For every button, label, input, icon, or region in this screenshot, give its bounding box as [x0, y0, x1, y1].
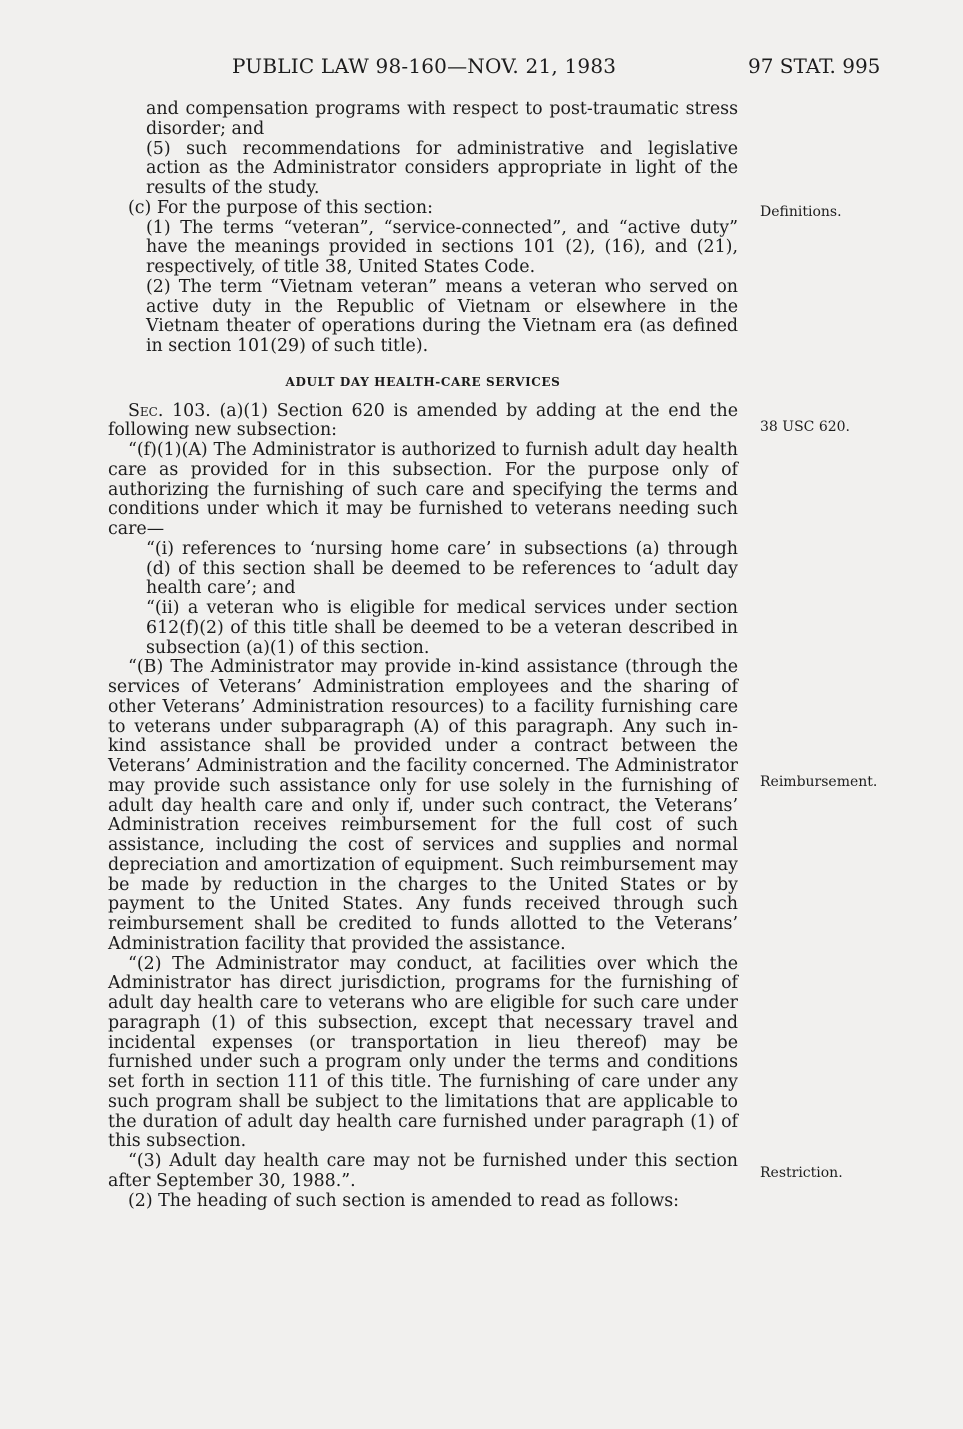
margin-note-usc: 38 USC 620.: [760, 419, 850, 435]
margin-note-definitions: Definitions.: [760, 204, 842, 220]
section-103-intro: [108, 402, 738, 442]
paragraph: (2) The term “Vietnam veteran” means a veteran who served on active duty in the Republic of Vietnam or elsewhere in the Vietnam theater of operations during the Vietnam era (as defined in section 101(29) of such title).: [146, 276, 738, 356]
paragraph-c-intro: (c) For the purpose of this section:: [128, 197, 433, 218]
body-text: [108, 100, 738, 1211]
paragraph: (5) such recommendations for administrative and legislative action as the Administrator considers appropriate in light of the results of the study.: [146, 138, 738, 198]
paragraph: (1) The terms “veteran”, “service-connected”, and “active duty” have the meanings provided in sections 101 (2), (16), and (21), respectively, of title 38, United States Code.: [146, 217, 738, 277]
margin-note-restriction: Restriction.: [760, 1165, 843, 1181]
page-header: [0, 54, 963, 84]
paragraph: “(2) The Administrator may conduct, at facilities over which the Administrator has direct jurisdiction, programs for the furnishing of adult day health care to veterans who are eligible for such care under paragraph (1) of this subsection, except that necessary travel and incidental expenses (or transportation in lieu thereof) may be furnished under such a program only under the terms and conditions set forth in section 111 of this title. The furnishing of care under any such program shall be subject to the limitations that are applicable to the duration of adult day health care furnished under paragraph (1) of this subsection.: [108, 953, 738, 1152]
paragraph: and compensation programs with respect to post-traumatic stress disorder; and: [146, 99, 738, 139]
paragraph: “(f)(1)(A) The Administrator is authorized to furnish adult day health care as provided for in this subsection. For the purpose only of authorizing the furnishing of such care and specifying the terms and conditions under which it may be furnished to veterans needing such care—: [108, 440, 738, 539]
paragraph: “(i) references to ‘nursing home care’ in subsections (a) through (d) of this section shall be deemed to be references to ‘adult day health care’; and: [146, 538, 738, 599]
section-heading: ADULT DAY HEALTH-CARE SERVICES: [285, 374, 561, 389]
public-law-title: PUBLIC LAW 98-160—NOV. 21, 1983: [232, 54, 617, 78]
sec-103-text: 103. (a)(1) Section 620 is amended by adding at the end the following new subsection:: [108, 400, 738, 441]
paragraph: (2) The heading of such section is amended to read as follows:: [128, 1190, 679, 1211]
paragraph: “(ii) a veteran who is eligible for medical services under section 612(f)(2) of this title shall be deemed to be a veteran described in subsection (a)(1) of this section.: [146, 598, 738, 658]
paragraph: “(B) The Administrator may provide in-kind assistance (through the services of Veterans’ Administration employees and the sharing of other Veterans’ Administration resources) to a facility furnishing care to veterans under subparagraph (A) of this paragraph. Any such in-kind assistance shall be provided under a contract between the Veterans’ Administration and the facility concerned. The Administrator may provide such assistance only for use solely in the furnishing of adult day health care and only if, under such contract, the Veterans’ Administration receives reimbursement for the full cost of such assistance, including the cost of services and supplies and normal depreciation and amortization of equipment. Such reimbursement may be made by reduction in the charges to the United States or by payment to the United States. Any funds received through such reimbursement shall be credited to funds allotted to the Veterans’ Administration facility that provided the assistance.: [108, 657, 738, 954]
statute-page-number: 97 STAT. 995: [748, 54, 881, 78]
sec-label: Sec.: [128, 400, 164, 421]
paragraph: “(3) Adult day health care may not be furnished under this section after September 30, 1988.”.: [108, 1151, 738, 1191]
margin-note-reimbursement: Reimbursement.: [760, 774, 878, 790]
